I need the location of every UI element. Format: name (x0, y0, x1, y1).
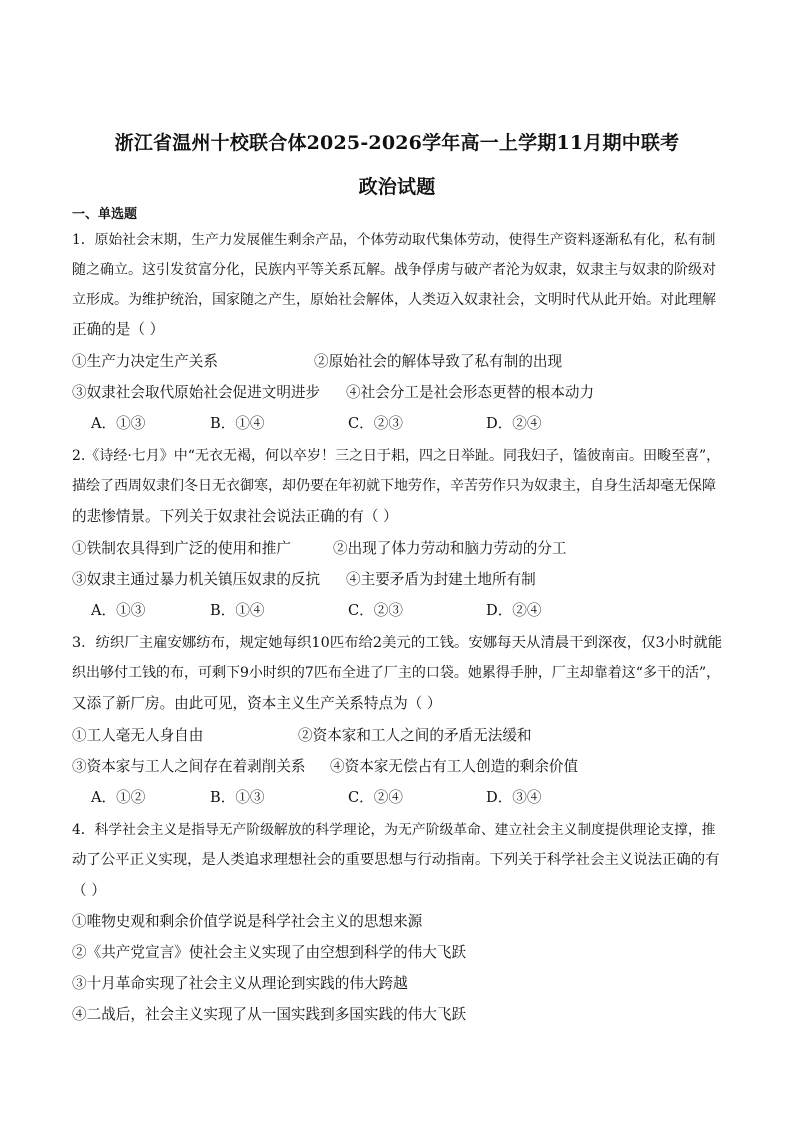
q4-stem-line: 动了公平正义实现，是人类追求理想社会的重要思想与行动指南。下列关于科学社会主义说法正确的有 (72, 852, 720, 868)
exam-subject-title: 政治试题 (358, 176, 436, 198)
q1-stem-line: 立形成。为维护统治，国家随之产生，原始社会解体，人类迈入奴隶社会，文明时代从此开始。对此理解 (72, 292, 716, 308)
q4-statement: ④二战后，社会主义实现了从一国实践到多国实践的伟大飞跃 (72, 1006, 467, 1023)
q3-choice-b[interactable]: B．①③ (210, 789, 265, 806)
q2-statement: ①铁制农具得到广泛的使用和推广 (72, 540, 291, 557)
q4-stem-line: 4．科学社会主义是指导无产阶级解放的科学理论，为无产阶级革命、建立社会主义制度提供理论支撑，推 (72, 822, 716, 838)
q1-choice-b[interactable]: B．①④ (210, 415, 265, 432)
q1-statement: ③奴隶社会取代原始社会促进文明进步 (72, 384, 321, 401)
q1-stem-line: 正确的是（ ） (72, 321, 165, 338)
q3-choice-d[interactable]: D．③④ (486, 789, 542, 806)
q2-stem-line: 的悲惨情景。下列关于奴隶社会说法正确的有（ ） (72, 508, 398, 525)
q3-statement: ④资本家无偿占有工人创造的剩余价值 (330, 758, 579, 775)
q3-choice-a[interactable]: A．①② (91, 789, 146, 806)
q3-stem-line: 又添了新厂房。由此可见，资本主义生产关系特点为（ ） (72, 695, 442, 712)
q2-statement: ③奴隶主通过暴力机关镇压奴隶的反抗 (72, 571, 321, 588)
q2-stem-line: 描绘了西周奴隶们冬日无衣御寒，却仍要在年初就下地劳作，辛苦劳作只为奴隶主，自身生活却毫无保障 (72, 478, 716, 494)
q4-statement: ③十月革命实现了社会主义从理论到实践的伟大跨越 (72, 975, 408, 992)
q1-stem-line: 随之确立。这引发贫富分化，民族内平等关系瓦解。战争俘虏与破产者沦为奴隶，奴隶主与奴隶的阶级对 (72, 262, 716, 278)
q1-statement: ②原始社会的解体导致了私有制的出现 (314, 353, 563, 370)
q2-stem-line: 2.《诗经·七月》中“无衣无褐，何以卒岁！三之日于耜，四之日举趾。同我妇子，馌彼南亩。田畯至喜”， (72, 448, 721, 464)
q1-choice-a[interactable]: A．①③ (91, 415, 146, 432)
q3-choice-c[interactable]: C．②④ (348, 789, 403, 806)
q2-choice-b[interactable]: B．①④ (210, 602, 265, 619)
q2-choice-d[interactable]: D．②④ (486, 602, 542, 619)
q3-statement: ①工人毫无人身自由 (72, 727, 204, 744)
q2-choice-c[interactable]: C．②③ (348, 602, 403, 619)
q1-stem-line: 1．原始社会末期，生产力发展催生剩余产品，个体劳动取代集体劳动，使得生产资料逐渐私有化，私有制 (72, 232, 716, 248)
q3-stem-line: 3．纺织厂主雇安娜纺布，规定她每织10匹布给2美元的工钱。安娜每天从清晨干到深夜，仅3小时就能 (72, 635, 723, 651)
q4-statement: ①唯物史观和剩余价值学说是科学社会主义的思想来源 (72, 913, 423, 930)
q2-choice-a[interactable]: A．①③ (91, 602, 146, 619)
q3-statement: ③资本家与工人之间存在着剥削关系 (72, 758, 306, 775)
q3-statement: ②资本家和工人之间的矛盾无法缓和 (298, 727, 532, 744)
q1-statement: ④社会分工是社会形态更替的根本动力 (346, 384, 595, 401)
q2-statement: ④主要矛盾为封建土地所有制 (346, 571, 536, 588)
q1-choice-d[interactable]: D．②④ (486, 415, 542, 432)
section-heading: 一、单选题 (72, 207, 138, 222)
q4-stem-line: （ ） (72, 882, 106, 899)
q2-statement: ②出现了体力劳动和脑力劳动的分工 (333, 540, 567, 557)
q1-statement: ①生产力决定生产关系 (72, 353, 218, 370)
exam-title: 浙江省温州十校联合体2025-2026学年高一上学期11月期中联考 (114, 132, 680, 154)
q1-choice-c[interactable]: C．②③ (348, 415, 403, 432)
q3-stem-line: 织出够付工钱的布，可剩下9小时织的7匹布全进了厂主的口袋。她累得手肿，厂主却靠着这“多干的活”， (72, 665, 721, 681)
q4-statement: ②《共产党宣言》使社会主义实现了由空想到科学的伟大飞跃 (72, 944, 467, 961)
